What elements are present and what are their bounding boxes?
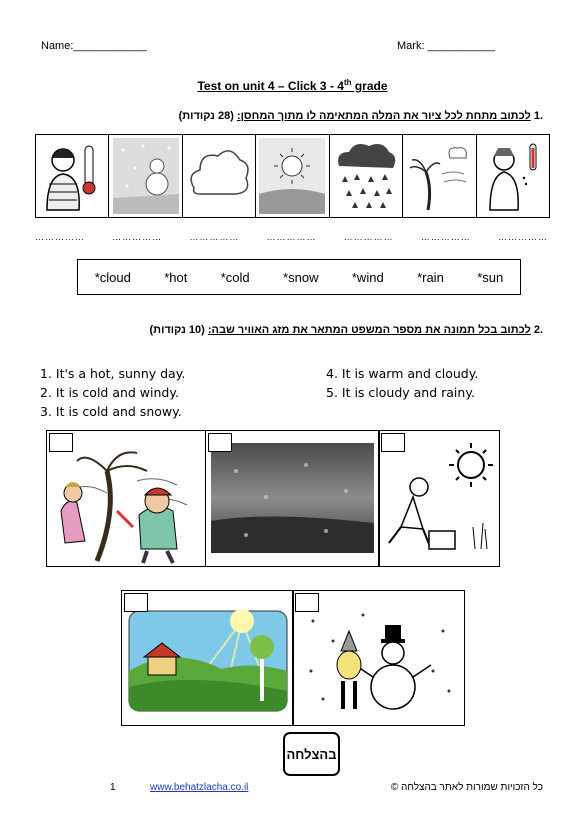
word-bank-item: *cloud — [94, 269, 131, 285]
cold-man-thermometer-icon — [39, 138, 105, 214]
name-field[interactable]: Name:____________ — [41, 40, 147, 52]
rain-picture — [330, 135, 403, 217]
wind-picture — [403, 135, 476, 217]
answer-blank[interactable]: …………… — [343, 232, 394, 242]
answer-blank[interactable]: …………… — [420, 232, 471, 242]
rain-cloud-icon — [333, 138, 399, 214]
word-bank-item: *hot — [164, 269, 188, 285]
copyright-text: כל הזכויות שמורות לאתר בהצלחה © — [390, 782, 543, 793]
word-bank-item: *rain — [417, 269, 444, 285]
answer-blank[interactable]: …………… — [189, 232, 240, 242]
answer-blank[interactable]: …………… — [35, 232, 85, 242]
answer-box[interactable] — [208, 433, 232, 452]
answer-blank[interactable]: …………… — [112, 232, 163, 242]
hot-man-icon — [480, 138, 546, 214]
rainy-scene-picture — [205, 430, 380, 567]
word-bank — [77, 259, 521, 295]
page-number: 1 — [110, 782, 116, 793]
site-link[interactable]: www.behatzlacha.co.il — [150, 782, 249, 793]
mark-field[interactable]: Mark: ___________ — [397, 40, 495, 52]
sentence-2: 2. It is cold and windy. — [40, 385, 179, 400]
behatzlacha-logo: בהצלחה — [283, 732, 340, 776]
word-bank-item: *sun — [477, 269, 504, 285]
q1-answer-blanks — [35, 232, 548, 242]
snowy-scene-picture — [292, 590, 465, 726]
page-title: Test on unit 4 – Click 3 - 4th grade — [197, 78, 388, 93]
sentence-1: 1. It's a hot, sunny day. — [40, 366, 186, 381]
cloud-icon — [186, 138, 252, 214]
snowman-icon — [113, 138, 179, 214]
sun-icon — [259, 138, 325, 214]
windy-tree-icon — [406, 138, 472, 214]
snowman-picture — [109, 135, 182, 217]
answer-box[interactable] — [49, 433, 73, 452]
cloud-picture — [183, 135, 256, 217]
word-bank-item: *wind — [351, 269, 384, 285]
sentence-5: 5. It is cloudy and rainy. — [326, 385, 475, 400]
cold-man-picture — [36, 135, 109, 217]
q2-instruction: .2 לכתוב בכל תמונה את מספר המשפט המתאר את מזג האוויר שבה: (10 נקודות) — [149, 324, 543, 336]
answer-blank[interactable]: …………… — [266, 232, 317, 242]
hot-scene-picture — [378, 430, 500, 567]
answer-box[interactable] — [295, 593, 319, 612]
q1-instruction: .1 לכתוב מתחת לכל ציור את המלה המתאימה לו מתוך המחסן: (28 נקודות) — [178, 110, 543, 122]
word-bank-item: *snow — [283, 269, 319, 285]
hot-man-picture — [477, 135, 549, 217]
warm-cloudy-scene-picture — [121, 590, 294, 726]
q1-picture-strip — [35, 134, 550, 218]
answer-box[interactable] — [124, 593, 148, 612]
sun-picture — [256, 135, 329, 217]
sentence-4: 4. It is warm and cloudy. — [326, 366, 479, 381]
windy-scene-picture — [46, 430, 207, 567]
sentence-3: 3. It is cold and snowy. — [40, 404, 182, 419]
answer-box[interactable] — [381, 433, 405, 452]
answer-blank[interactable]: …………… — [497, 232, 548, 242]
word-bank-item: *cold — [220, 269, 250, 285]
